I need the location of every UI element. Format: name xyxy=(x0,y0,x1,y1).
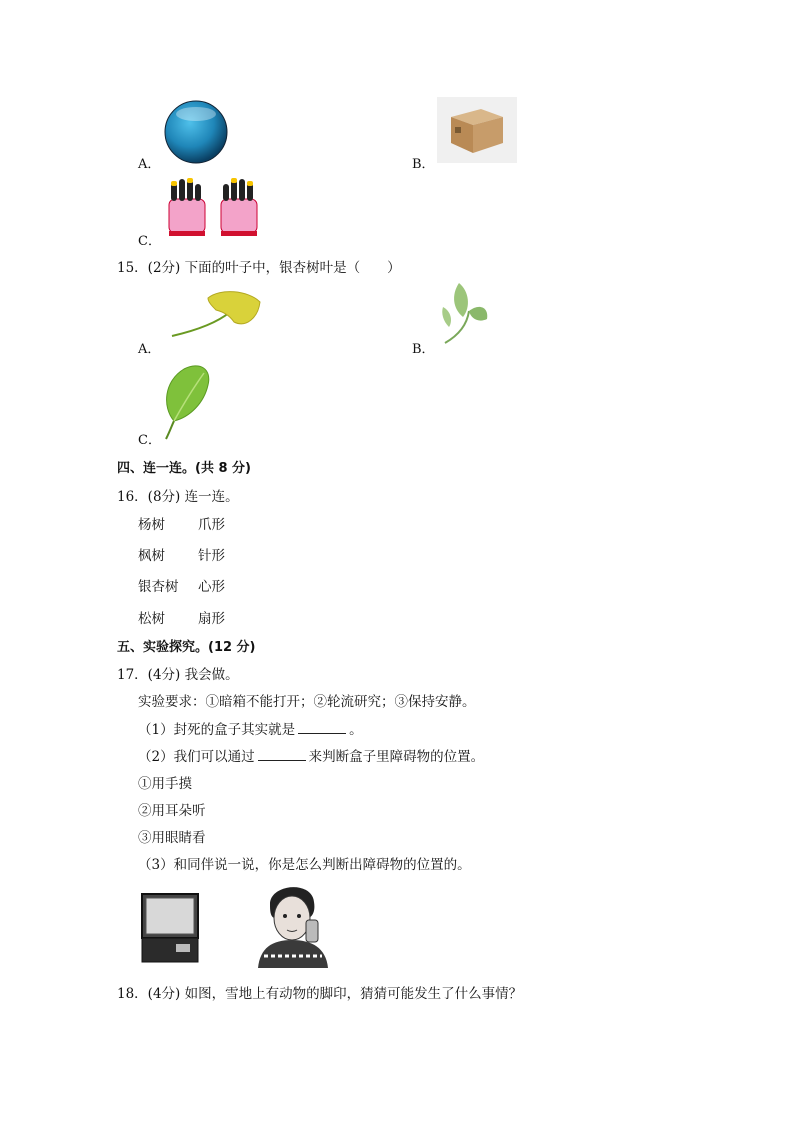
q15-option-a-label: A． xyxy=(138,342,161,357)
section-5-title: 五、实验探究。(12 分) xyxy=(117,640,256,655)
q15-option-b-label: B． xyxy=(412,342,435,357)
match-pair-2[interactable] xyxy=(138,544,225,564)
q17-sub-2: （2）我们可以通过 来判断盒子里障碍物的位置。 xyxy=(138,749,485,765)
q17-sub-1-text: （1）封死的盒子其实就是 xyxy=(138,722,296,738)
q14-option-b-label: B． xyxy=(412,157,435,172)
question-15-text: 15．(2分) 下面的叶子中，银杏树叶是（ ） xyxy=(117,260,401,276)
match-right-2: 针形 xyxy=(198,548,225,564)
sprout-leaves-image xyxy=(439,281,491,351)
answer-blank-2[interactable] xyxy=(258,748,306,761)
elm-leaf-image xyxy=(160,363,214,445)
q17-option-1: ①用手摸 xyxy=(138,776,192,792)
q14-option-a-label: A． xyxy=(138,157,161,172)
q17-sub-2-text: （2）我们可以通过 xyxy=(138,749,255,765)
ginkgo-leaf-image xyxy=(168,288,264,344)
q14-option-c-image xyxy=(165,177,261,243)
section-4-title: 四、连一连。(共 8 分) xyxy=(117,461,251,476)
question-16-text: 16．(8分) 连一连。 xyxy=(117,489,239,505)
experiment-requirements: 实验要求：①暗箱不能打开；②轮流研究；③保持安静。 xyxy=(138,694,476,710)
dark-box-image xyxy=(140,892,200,968)
q17-option-2: ②用耳朵听 xyxy=(138,803,206,819)
question-18-text: 18．(4分) 如图，雪地上有动物的脚印，猜猜可能发生了什么事情？ xyxy=(117,986,523,1002)
q14-option-c-label: C． xyxy=(138,234,161,249)
q17-sub-3: （3）和同伴说一说，你是怎么判断出障碍物的位置的。 xyxy=(138,857,471,873)
q17-sub-1: （1）封死的盒子其实就是 。 xyxy=(138,722,363,738)
match-left-2: 枫树 xyxy=(138,548,165,564)
q17-option-3: ③用眼睛看 xyxy=(138,830,206,846)
match-left-3: 银杏树 xyxy=(138,579,179,595)
match-right-4: 扇形 xyxy=(198,611,225,627)
match-pair-4[interactable] xyxy=(138,607,225,627)
answer-blank-1[interactable] xyxy=(298,721,346,734)
match-left-1: 杨树 xyxy=(138,517,165,533)
q14-option-b-image xyxy=(437,97,517,167)
match-left-4: 松树 xyxy=(138,611,165,627)
q15-option-c-label: C． xyxy=(138,433,161,448)
q14-option-a-image xyxy=(163,100,229,168)
boy-listening-image xyxy=(252,878,332,972)
match-right-3: 心形 xyxy=(198,579,225,595)
match-pair-1[interactable] xyxy=(138,513,225,533)
question-17-text: 17．(4分) 我会做。 xyxy=(117,667,239,683)
match-right-1: 爪形 xyxy=(198,517,225,533)
match-pair-3[interactable] xyxy=(138,575,225,595)
